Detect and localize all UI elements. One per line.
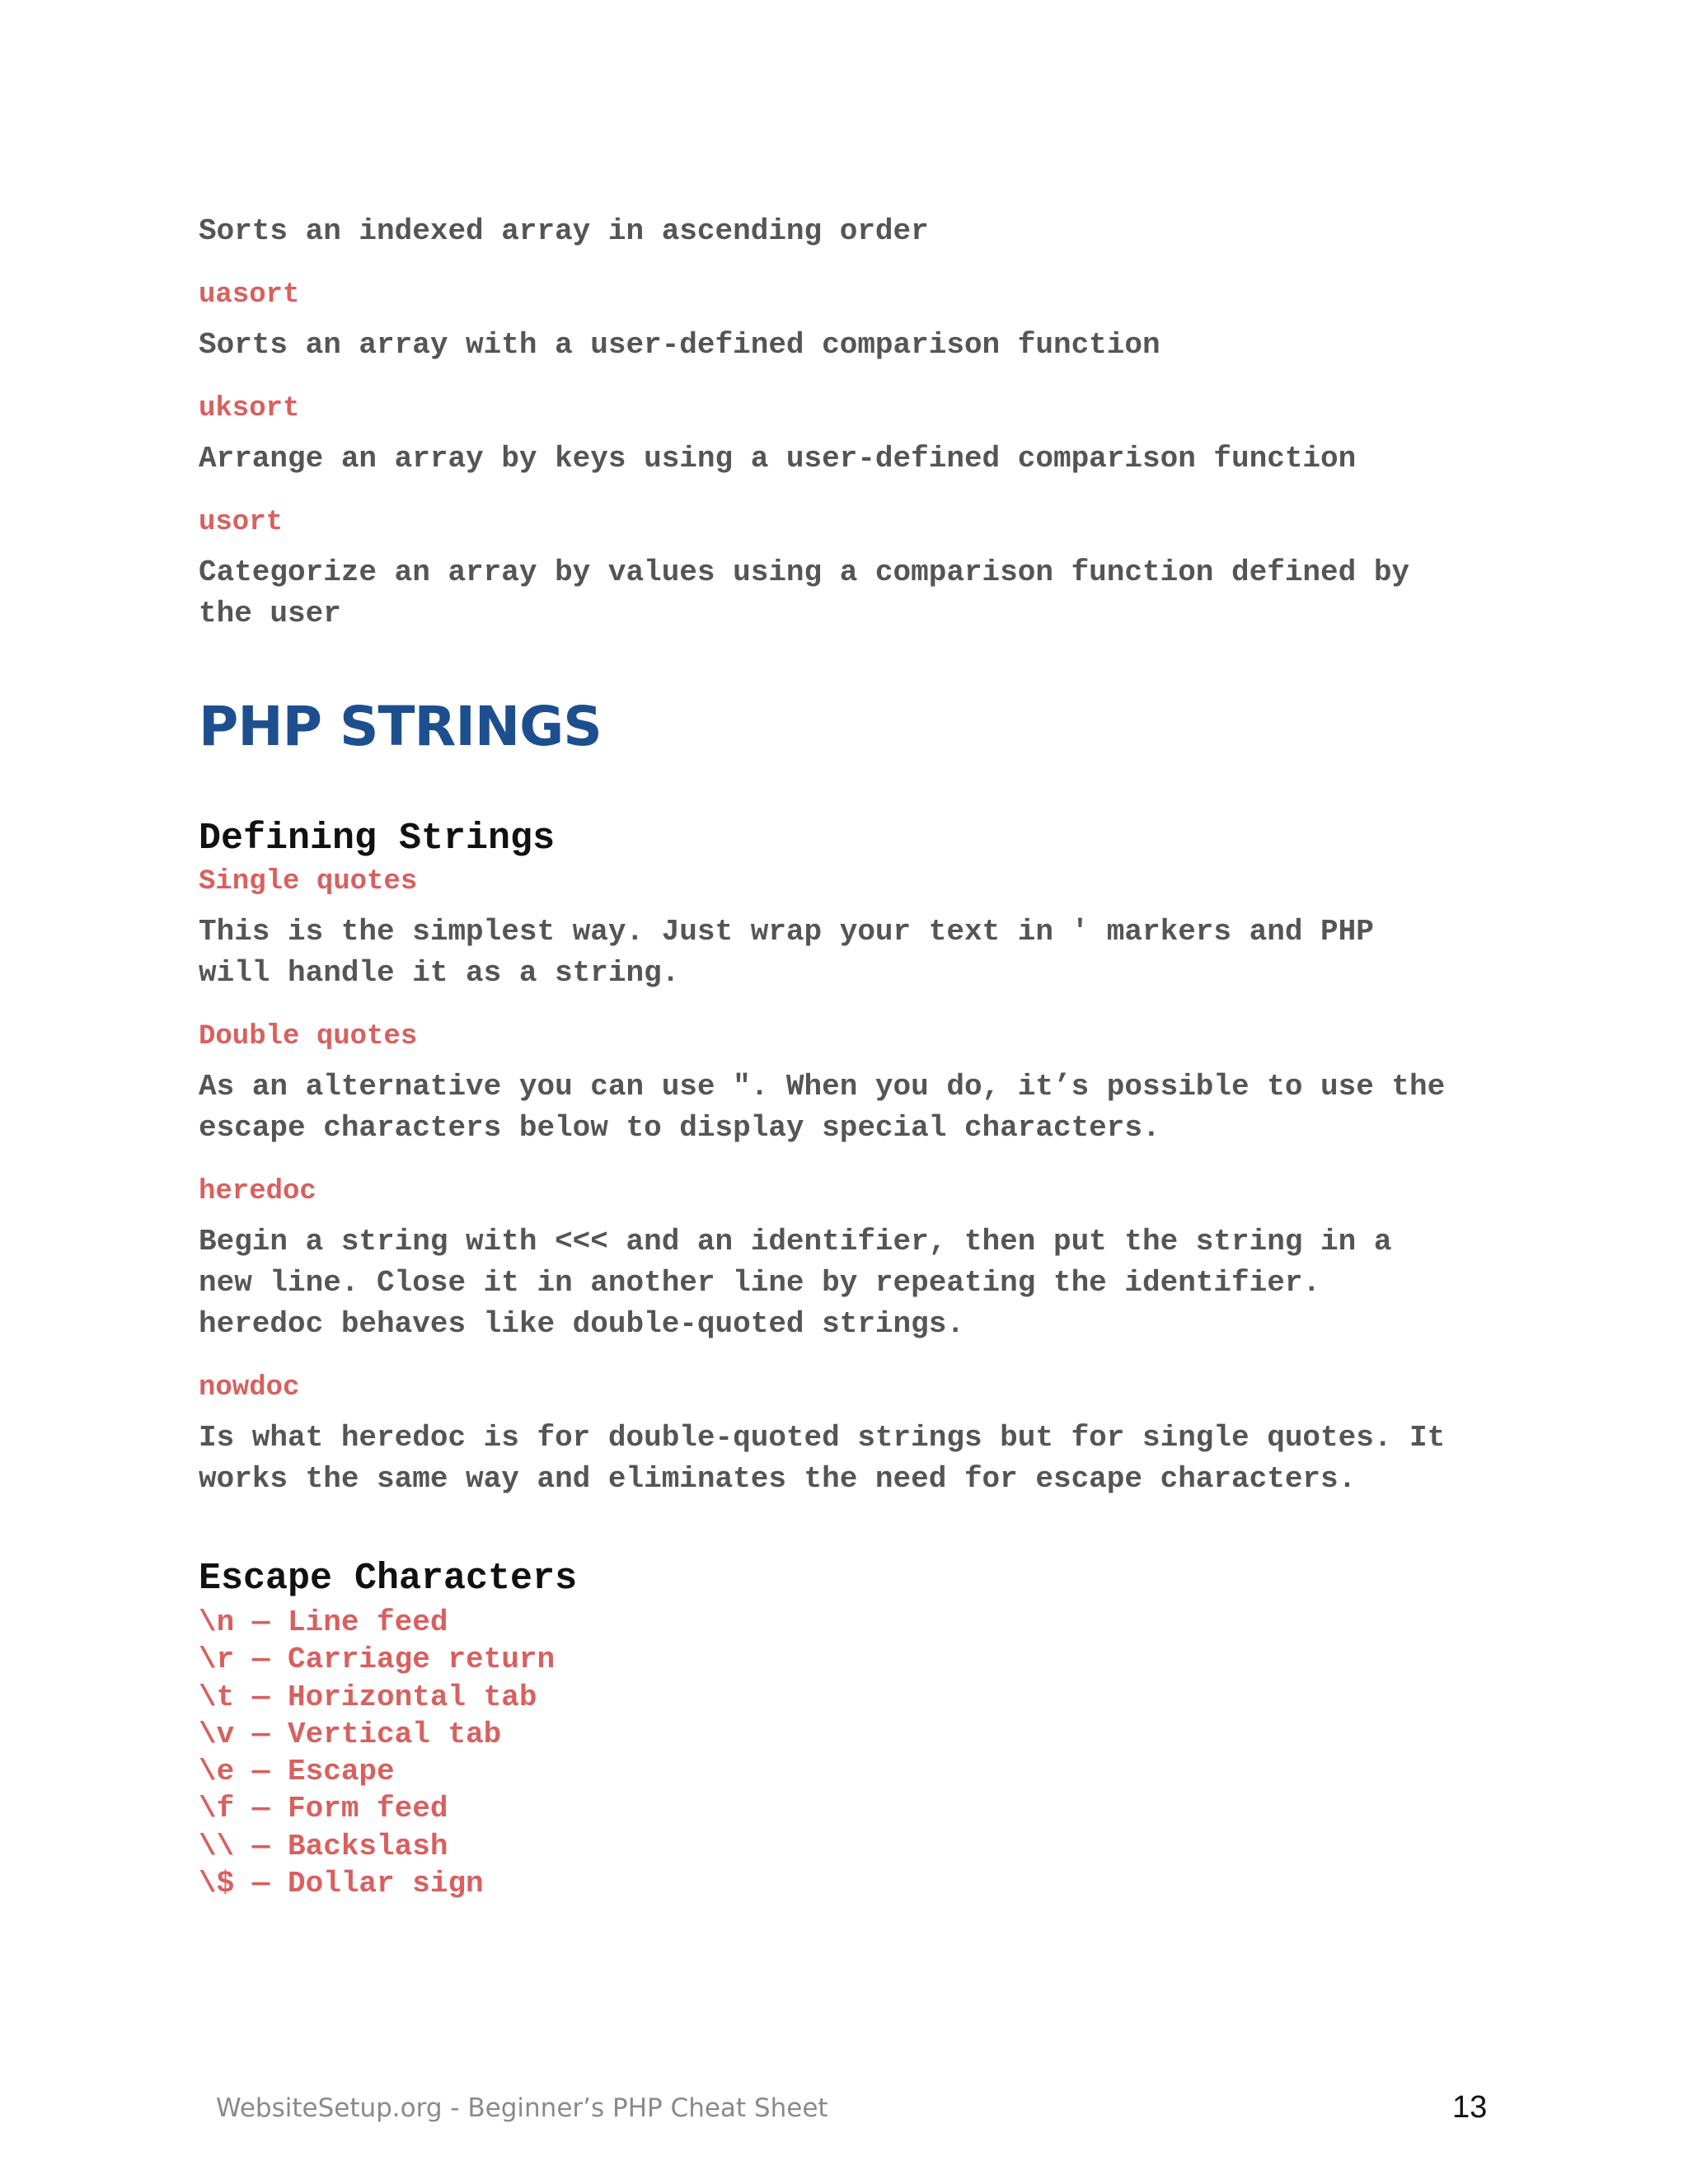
escape-item-line-feed: \n — Line feed bbox=[199, 1605, 448, 1639]
double-quotes-name: Double quotes bbox=[199, 1021, 418, 1052]
single-quotes-name: Single quotes bbox=[199, 866, 418, 898]
escape-item-escape: \e — Escape bbox=[199, 1755, 395, 1789]
footer-source: WebsiteSetup.org - Beginner’s PHP Cheat Sheet bbox=[216, 2093, 828, 2123]
section-title: PHP STRINGS bbox=[199, 695, 602, 758]
page-content bbox=[199, 211, 1534, 1902]
escape-item-form-feed: \f — Form feed bbox=[199, 1792, 448, 1826]
uasort-description: Sorts an array with a user-defined comparison function bbox=[199, 328, 1160, 362]
usort-description: Categorize an array by values using a comparison function defined by the user bbox=[199, 555, 1410, 630]
escape-item-vertical-tab: \v — Vertical tab bbox=[199, 1717, 502, 1751]
rsort-description: Sorts an indexed array in ascending order bbox=[199, 214, 929, 248]
escape-item-dollar-sign: \$ — Dollar sign bbox=[199, 1867, 484, 1901]
nowdoc-description: Is what heredoc is for double-quoted strings but for single quotes. It works the same way and eliminates the need for escape characters. bbox=[199, 1421, 1446, 1496]
uksort-name: uksort bbox=[199, 393, 300, 424]
escape-item-horizontal-tab: \t — Horizontal tab bbox=[199, 1680, 537, 1714]
uksort-description: Arrange an array by keys using a user-defined comparison function bbox=[199, 442, 1357, 476]
heredoc-description: Begin a string with <<< and an identifier, then put the string in a new line. Close it in another line by repeating the identifier. heredoc behaves like double-quoted strings. bbox=[199, 1225, 1392, 1341]
uasort-name: uasort bbox=[199, 279, 300, 311]
escape-item-backslash: \\ — Backslash bbox=[199, 1829, 448, 1863]
double-quotes-description: As an alternative you can use ". When you do, it’s possible to use the escape characters below to display special characters. bbox=[199, 1070, 1446, 1145]
page-number: 13 bbox=[1452, 2090, 1488, 2125]
usort-name: usort bbox=[199, 507, 284, 538]
escape-characters-list bbox=[199, 1604, 1534, 1902]
single-quotes-description: This is the simplest way. Just wrap your text in ' markers and PHP will handle it as a string. bbox=[199, 915, 1374, 990]
defining-strings-heading: Defining Strings bbox=[199, 818, 556, 860]
nowdoc-name: nowdoc bbox=[199, 1372, 300, 1404]
heredoc-name: heredoc bbox=[199, 1176, 316, 1207]
escape-characters-heading: Escape Characters bbox=[199, 1558, 578, 1600]
escape-item-carriage-return: \r — Carriage return bbox=[199, 1643, 556, 1677]
